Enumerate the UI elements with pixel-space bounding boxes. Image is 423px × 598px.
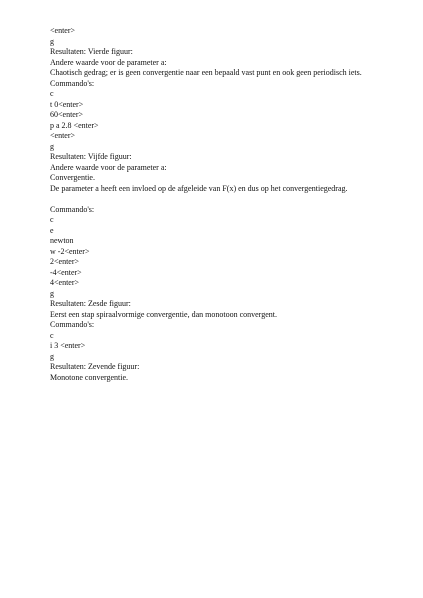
section-heading: Resultaten: Vijfde figuur: — [50, 152, 132, 161]
section-heading: Resultaten: Vierde figuur: — [50, 47, 133, 56]
text-line: Eerst een stap spiraalvormige convergentie, dan monotoon convergent. — [50, 309, 277, 319]
section-heading: Resultaten: Zesde figuur: — [50, 299, 131, 308]
command-line: p a 2.8 <enter> — [50, 120, 99, 130]
command-line: g — [50, 351, 54, 361]
blank-line — [50, 194, 375, 205]
text-line: <enter> — [50, 26, 76, 35]
command-line: g — [50, 288, 54, 298]
command-line: 2<enter> — [50, 257, 80, 266]
commands-heading: Commando's: — [50, 78, 95, 88]
text-line: De parameter a heeft een invloed op de afgeleide van F(x) en dus op het convergentiegedrag. — [50, 183, 348, 193]
text-line: Monotone convergentie. — [50, 372, 129, 382]
commands-heading: Commando's: — [50, 204, 95, 214]
command-line: c — [50, 330, 54, 340]
commands-heading: Commando's: — [50, 320, 95, 329]
command-line: g — [50, 141, 54, 151]
command-line: w -2<enter> — [50, 246, 90, 256]
command-line: 4<enter> — [50, 278, 80, 287]
command-line: c — [50, 89, 54, 98]
command-line: c — [50, 215, 54, 224]
text-line: Chaotisch gedrag; er is geen convergentie naar een bepaald vast punt en ook geen periodisch iets. — [50, 68, 362, 77]
text-line: Andere waarde voor de parameter a: — [50, 162, 167, 172]
command-line: e — [50, 225, 54, 235]
command-line: t 0<enter> — [50, 99, 84, 109]
text-line: g — [50, 36, 54, 46]
section-heading: Resultaten: Zevende figuur: — [50, 362, 140, 371]
command-line: -4<enter> — [50, 267, 82, 277]
command-line: 60<enter> — [50, 110, 84, 119]
command-line: newton — [50, 236, 74, 245]
text-line: Andere waarde voor de parameter a: — [50, 57, 167, 67]
command-line: i 3 <enter> — [50, 341, 86, 350]
command-line: <enter> — [50, 131, 76, 140]
text-line: Convergentie. — [50, 173, 95, 182]
document-body — [50, 26, 375, 383]
